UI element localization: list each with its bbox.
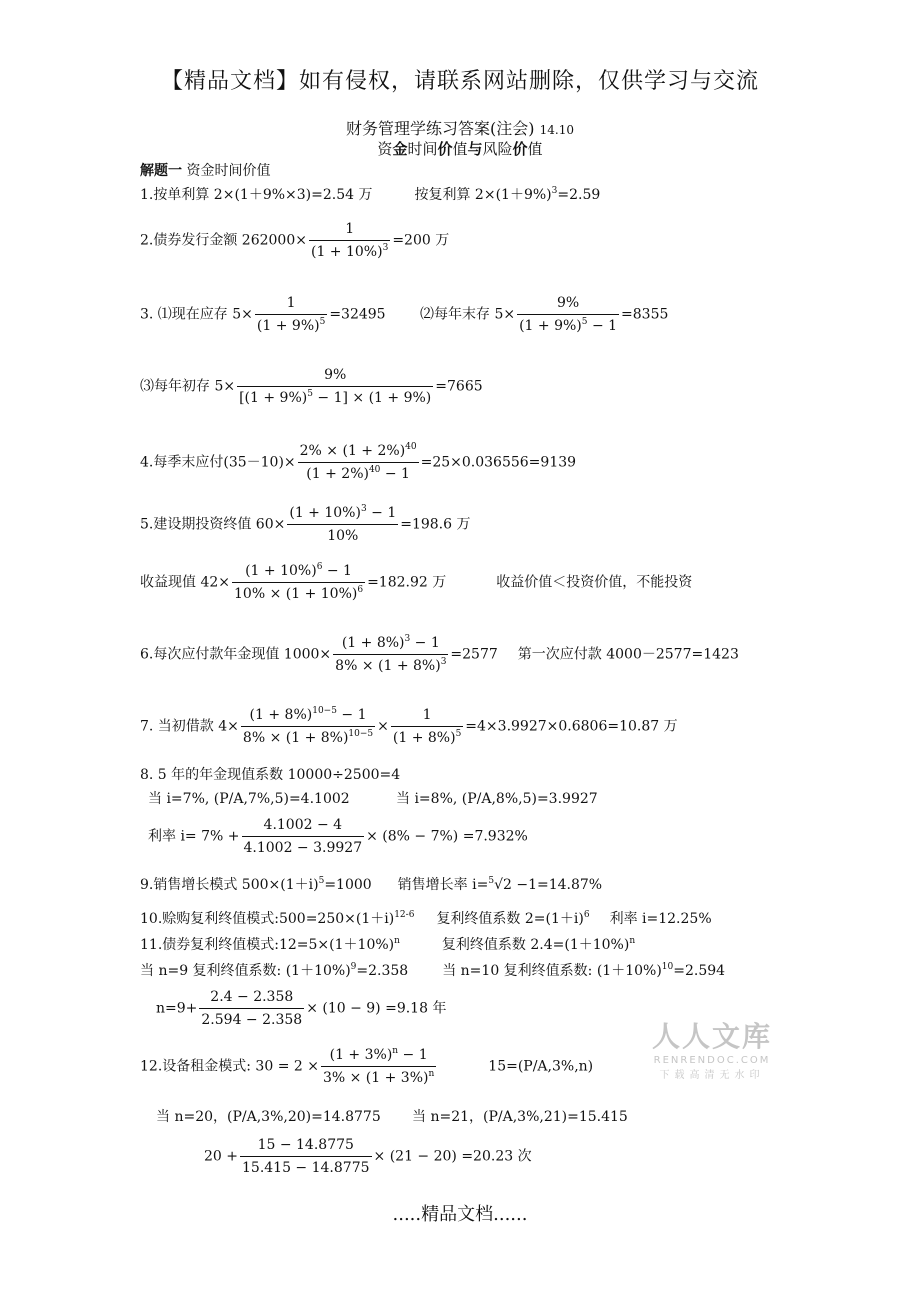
p7-den2-exp: 5	[455, 729, 462, 739]
watermark-logo-text: 人人文库	[651, 1020, 772, 1053]
problem-8-header: 8. 5 年的年金现值系数 10000÷2500=4	[140, 767, 401, 783]
p12f-fraction	[240, 1136, 372, 1177]
p3b-pre: ⑵每年末存 5×	[420, 306, 516, 323]
p6-num	[333, 634, 448, 655]
p3b-post: =8355	[621, 306, 669, 323]
p3-fraction	[255, 294, 327, 335]
problem-12	[140, 1046, 593, 1087]
problem-1	[140, 186, 600, 204]
p5b-fraction	[232, 562, 365, 603]
p1-exp: 3	[551, 186, 558, 196]
p6-pre: 6.每次应付款年金现值 1000×	[140, 646, 332, 663]
p11-fraction	[199, 988, 304, 1029]
p12-fraction	[321, 1046, 436, 1087]
p3-num: 1	[255, 294, 327, 315]
p3-post: =32495	[329, 306, 386, 323]
p3b-num: 9%	[517, 294, 619, 315]
p12-den-a: 3% × (1 + 3%)	[322, 1070, 429, 1086]
sub-part-2: 金	[392, 140, 408, 158]
watermark-subtext: 下载高清无水印	[659, 1070, 765, 1081]
p5-num	[287, 504, 398, 525]
p6-den-a: 8% × (1 + 8%)	[335, 658, 441, 674]
p2-pre: 2.债券发行金额 262000×	[140, 232, 307, 249]
p11-d: 当 n=10 复利终值系数: (1＋10%)	[442, 963, 662, 979]
p9-a-exp: 5	[318, 876, 325, 886]
p5-pre: 5.建设期投资终值 60×	[140, 516, 286, 533]
p7-num	[241, 706, 375, 727]
p3-den	[255, 315, 327, 335]
p11-pre: n=9+	[156, 1000, 198, 1017]
p5b-num-b: − 1	[322, 563, 352, 579]
p1-simple: 1.按单利算 2×(1＋9%×3)=2.54 万	[140, 187, 373, 203]
p3-pre: 3. ⑴现在应存 5×	[140, 306, 253, 323]
p4-den-b: − 1	[380, 466, 410, 482]
p7-num-a: (1 + 8%)	[249, 707, 313, 723]
sub-part-8: 价	[512, 140, 528, 158]
p12-post: 15=(P/A,3%,n)	[488, 1058, 594, 1075]
problem-5	[140, 504, 471, 545]
p1-result: =2.59	[557, 187, 601, 203]
p5-post: =198.6 万	[400, 516, 471, 533]
p7-fraction-1	[241, 706, 375, 747]
p4-den-exp: 40	[368, 465, 381, 475]
p11-a-exp: n	[394, 936, 400, 946]
p3-den-base: (1 + 9%)	[256, 318, 320, 334]
sub-part-5: 值	[452, 140, 468, 158]
p3-den-exp: 5	[319, 317, 326, 327]
p3c-pre: ⑶每年初存 5×	[140, 378, 236, 395]
p11-c-exp: 9	[350, 962, 357, 972]
title-text: 财务管理学练习答案(注会)	[346, 119, 535, 138]
p5b-den	[232, 583, 365, 603]
p7-pre: 7. 当初借款 4×	[140, 718, 239, 735]
p2-den-exp: 3	[382, 243, 389, 253]
p4-num-a: 2% × (1 + 2%)	[299, 443, 406, 459]
p12-num-exp: n	[392, 1046, 399, 1056]
problem-12-formula	[204, 1136, 532, 1177]
p10-b-exp: 6	[583, 910, 590, 920]
p4-den-a: (1 + 2%)	[306, 466, 369, 482]
problem-9	[140, 876, 602, 894]
problem-12-case-b: 当 n=21，(P/A,3%,21)=15.415	[412, 1109, 628, 1125]
p3b-fraction	[517, 294, 619, 335]
p3c-den-b: − 1] × (1 + 9%)	[312, 390, 432, 406]
p4-num-exp: 40	[405, 442, 417, 452]
p8-den: 4.1002 − 3.9927	[243, 840, 363, 856]
p5b-note: 收益价值＜投资价值，不能投资	[496, 574, 693, 591]
document-title	[0, 116, 920, 139]
problem-11-formula	[156, 988, 446, 1029]
p4-num	[298, 442, 419, 463]
p4-post: =25×0.036556=9139	[420, 454, 577, 471]
p11-post: × (10 − 9) =9.18 年	[306, 1000, 447, 1017]
p10-b: 复利终值系数 2=(1＋i)	[436, 911, 584, 927]
p12f-post: × (21 − 20) =20.23 次	[373, 1148, 532, 1165]
p4-den	[298, 463, 419, 483]
p5-num-exp: 3	[360, 504, 367, 514]
sub-part-1: 资	[377, 140, 393, 158]
problem-3a	[140, 294, 386, 335]
p8-pre: 利率 i= 7% +	[148, 828, 240, 845]
p11-c: 当 n=9 复利终值系数: (1＋10%)	[140, 963, 351, 979]
p3c-num: 9%	[237, 366, 433, 387]
problem-6	[140, 634, 739, 675]
p8-fraction	[242, 816, 365, 857]
p3c-den	[237, 387, 433, 407]
p3b-den-b: − 1	[587, 318, 618, 334]
p5b-den-exp: 6	[357, 585, 364, 595]
p11-den: 2.594 − 2.358	[201, 1012, 303, 1028]
banner: 【精品文档】如有侵权，请联系网站删除，仅供学习与交流	[160, 69, 759, 94]
footer: .....精品文档......	[392, 1204, 528, 1225]
p3c-post: =7665	[435, 378, 483, 395]
title-date: 14.10	[539, 123, 574, 137]
problem-3c	[140, 366, 483, 407]
p3b-den	[517, 315, 619, 335]
p5b-den-a: 10% × (1 + 10%)	[234, 586, 358, 602]
watermark-url: RENRENDOC.COM	[653, 1055, 771, 1066]
problem-4	[140, 442, 576, 483]
p12-den	[321, 1067, 436, 1087]
problem-11	[140, 936, 635, 954]
p2-den-base: (1 + 10%)	[310, 244, 383, 260]
p12f-pre: 20 +	[204, 1148, 238, 1165]
problem-10	[140, 910, 712, 928]
p2-fraction	[309, 220, 390, 261]
p6-num-a: (1 + 8%)	[341, 635, 405, 651]
p7-num-b: − 1	[336, 707, 367, 723]
p3b-den-a: (1 + 9%)	[519, 318, 582, 334]
p5-num-b: − 1	[366, 505, 397, 521]
p1-compound: 按复利算 2×(1＋9%)	[414, 187, 552, 203]
p12f-den: 15.415 − 14.8775	[242, 1160, 370, 1176]
p5-fraction	[287, 504, 398, 545]
p6-fraction	[333, 634, 448, 675]
p7-den	[241, 727, 375, 747]
document-subtitle	[0, 138, 920, 159]
p9-a: 9.销售增长模式 500×(1＋i)	[140, 877, 319, 893]
p9-root: √2	[494, 877, 512, 893]
section-label: 解题一	[140, 163, 182, 179]
p8-num: 4.1002 − 4	[242, 816, 365, 837]
p3c-den-exp: 5	[307, 389, 313, 399]
p12f-num: 15 − 14.8775	[240, 1136, 372, 1157]
p7-den-a: 8% × (1 + 8%)	[242, 730, 349, 746]
section-text: 资金时间价值	[186, 163, 271, 179]
p3c-fraction	[237, 366, 433, 407]
p7-fraction-2	[391, 706, 463, 747]
sub-part-7: 风险	[482, 140, 513, 158]
p12-pre: 12.设备租金模式: 30 = 2 ×	[140, 1058, 319, 1075]
problem-8-case-b: 当 i=8%, (P/A,8%,5)=3.9927	[396, 791, 598, 807]
p2-num: 1	[309, 220, 390, 241]
problem-8-formula	[148, 816, 528, 857]
p4-fraction	[298, 442, 419, 483]
p12-num	[321, 1046, 436, 1067]
sub-part-9: 值	[527, 140, 543, 158]
problem-3b	[420, 294, 668, 335]
problem-2	[140, 220, 449, 261]
p6-note: 第一次应付款 4000－2577=1423	[517, 646, 739, 663]
p6-post: =2577	[450, 646, 498, 663]
p11-b-exp: n	[629, 936, 636, 946]
watermark	[642, 1015, 782, 1081]
p5b-num-exp: 6	[316, 562, 323, 572]
p9-a-end: =1000	[324, 877, 372, 893]
p6-num-b: − 1	[410, 635, 440, 651]
p6-num-exp: 3	[404, 634, 411, 644]
p6-den	[333, 655, 448, 675]
p10-a-exp: 12-6	[394, 910, 415, 920]
p7-den-exp: 10−5	[348, 729, 374, 739]
p3c-den-a: [(1 + 9%)	[239, 390, 308, 406]
p12-num-b: − 1	[398, 1047, 428, 1063]
p7-num-exp: 10−5	[312, 706, 337, 716]
p4-pre: 4.每季末应付(35－10)×	[140, 454, 296, 471]
p5-num-a: (1 + 10%)	[289, 505, 361, 521]
p2-post: =200 万	[392, 232, 450, 249]
problem-5b	[140, 562, 692, 603]
p11-num: 2.4 − 2.358	[199, 988, 304, 1009]
sub-part-4: 价	[437, 140, 453, 158]
p3b-den-exp: 5	[581, 317, 588, 327]
sub-part-3: 时间	[407, 140, 438, 158]
problem-8-case-a: 当 i=7%, (P/A,7%,5)=4.1002	[148, 791, 350, 807]
p5b-post: =182.92 万	[367, 574, 447, 591]
p2-den	[309, 241, 390, 261]
p7-times: ×	[377, 718, 389, 735]
p9-root-index: 5	[488, 876, 495, 886]
p7-den2-base: (1 + 8%)	[392, 730, 456, 746]
p5-den: 10%	[327, 528, 359, 544]
p5b-pre: 收益现值 42×	[140, 574, 230, 591]
problem-11-cases	[140, 962, 725, 980]
p11-b: 复利终值系数 2.4=(1＋10%)	[441, 937, 630, 953]
p7-num2: 1	[391, 706, 463, 727]
p11-d-end: =2.594	[673, 963, 726, 979]
problem-12-case-a: 当 n=20，(P/A,3%,20)=14.8775	[156, 1109, 381, 1125]
p10-c: 利率 i=12.25%	[609, 911, 712, 927]
p6-den-exp: 3	[440, 657, 447, 667]
p11-d-exp: 10	[661, 962, 674, 972]
p11-a: 11.债券复利终值模式:12=5×(1＋10%)	[140, 937, 395, 953]
p7-post: =4×3.9927×0.6806=10.87 万	[465, 718, 678, 735]
p8-post: × (8% − 7%) =7.932%	[366, 828, 528, 845]
section-heading	[140, 162, 270, 180]
p5b-num	[232, 562, 365, 583]
p5b-num-a: (1 + 10%)	[245, 563, 317, 579]
p9-b-end: −1=14.87%	[511, 877, 603, 893]
problem-7	[140, 706, 678, 747]
p7-den2	[391, 727, 463, 747]
p11-c-end: =2.358	[356, 963, 409, 979]
p10-a: 10.赊购复利终值模式:500=250×(1＋i)	[140, 911, 395, 927]
p12-num-a: (1 + 3%)	[329, 1047, 393, 1063]
p9-b: 销售增长率 i=	[397, 877, 489, 893]
sub-part-6: 与	[467, 140, 483, 158]
p12-den-exp: n	[428, 1069, 435, 1079]
